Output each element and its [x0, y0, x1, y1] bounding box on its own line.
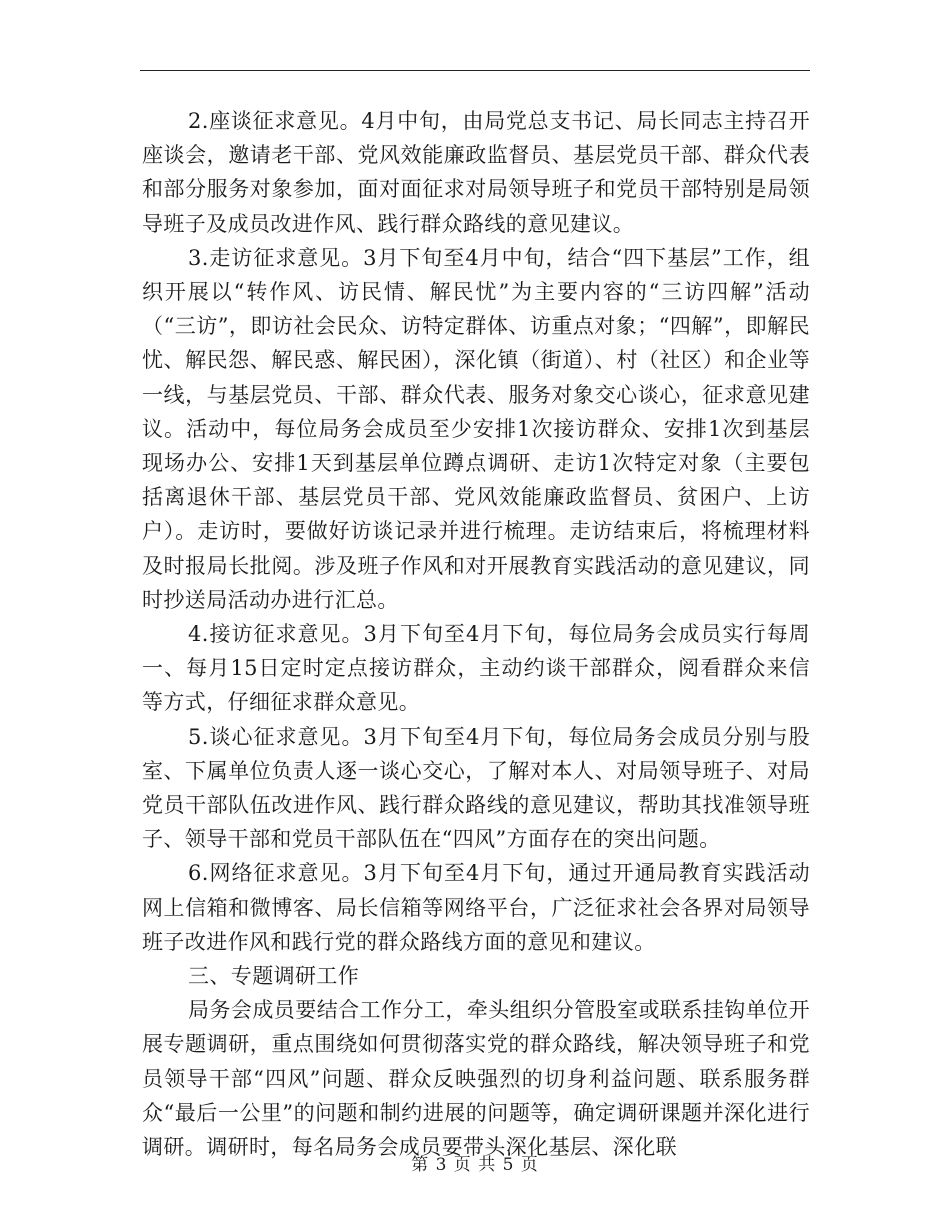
header-rule [140, 70, 810, 71]
paragraph-seminar: 2.座谈征求意见。4月中旬，由局党总支书记、局长同志主持召开座谈会，邀请老干部、党风效能廉政监督员、基层党员干部、群众代表和部分服务对象参加，面对面征求对局领导班子和党员干部特别是局领导班子及成员改进作风、践行群众路线的意见建议。 [142, 109, 810, 236]
page-number: 第 3 页 共 5 页 [411, 1155, 539, 1175]
paragraph-visit: 3.走访征求意见。3月下旬至4月中旬，结合“四下基层”工作，组织开展以“转作风、访民情、解民忧”为主要内容的“三访四解”活动（“三访”，即访社会民众、访特定群体、访重点对象；“四解”，即解民忧、解民怨、解民惑、解民困），深化镇（街道）、村（社区）和企业等一线，与基层党员、干部、群众代表、服务对象交心谈心，征求意见建议。活动中，每位局务会成员至少安排1次接访群众、安排1次到基层现场办公、安排1天到基层单位蹲点调研、走访1次特定对象（主要包括离退休干部、基层党员干部、党风效能廉政监督员、贫困户、上访户）。走访时，要做好访谈记录并进行梳理。走访结束后，将梳理材料及时报局长批阅。涉及班子作风和对开展教育实践活动的意见建议，同时抄送局活动办进行汇总。 [142, 245, 810, 612]
paragraph-research: 局务会成员要结合工作分工，牵头组织分管股室或联系挂钩单位开展专题调研，重点围绕如何贯彻落实党的群众路线，解决领导班子和党员领导干部“四风”问题、群众反映强烈的切身利益问题、联系服务群众“最后一公里”的问题和制约进展的问题等，确定调研课题并深化进行调研。调研时，每名局务会成员要带头深化基层、深化联 [142, 998, 810, 1160]
paragraph-reception: 4.接访征求意见。3月下旬至4月下旬，每位局务会成员实行每周一、每月15日定时定点接访群众，主动约谈干部群众，阅看群众来信等方式，仔细征求群众意见。 [142, 622, 810, 715]
paragraph-online: 6.网络征求意见。3月下旬至4月下旬，通过开通局教育实践活动网上信箱和微博客、局长信箱等网络平台，广泛征求社会各界对局领导班子改进作风和践行党的群众路线方面的意见和建议。 [142, 861, 810, 954]
document-body [142, 104, 810, 1164]
paragraph-heart-talk: 5.谈心征求意见。3月下旬至4月下旬，每位局务会成员分别与股室、下属单位负责人逐一谈心交心，了解对本人、对局领导班子、对局党员干部队伍改进作风、践行群众路线的意见建议，帮助其找准领导班子、领导干部和党员干部队伍在“四风”方面存在的突出问题。 [142, 724, 810, 852]
section-heading: 三、专题调研工作 [188, 964, 360, 989]
